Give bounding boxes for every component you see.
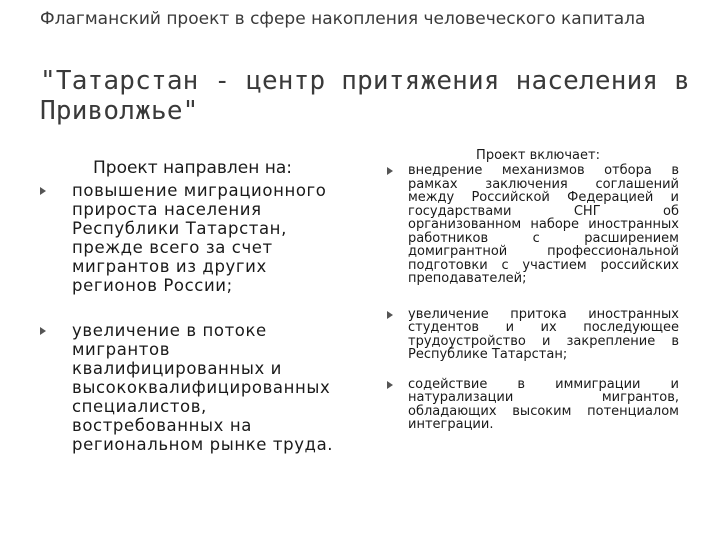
list-item-text: повышение миграционного прироста населения Республики Татарстан, прежде всего за счет мигрантов из других регионов России; [72,181,327,295]
slide-subtitle: Флагманский проект в сфере накопления человеческого капитала [40,9,646,29]
list-item [387,308,679,362]
left-bullet-list [40,181,350,454]
list-item-text: увеличение притока иностранных студентов и их последующее трудоустройство и закрепление в Республике Татарстан; [408,306,679,362]
triangle-bullet-icon [40,187,46,195]
triangle-bullet-icon [40,327,46,335]
list-item-text: увеличение в потоке мигрантов квалифицированных и высококвалифицированных специалистов, востребованных на региональном рынке труда. [72,321,334,454]
triangle-bullet-icon [387,167,393,175]
left-column [40,158,350,454]
triangle-bullet-icon [387,381,393,389]
list-item [40,321,350,454]
list-item [40,181,350,295]
list-item [387,378,679,432]
list-item-text: содействие в иммиграции и натурализации мигрантов, обладающих высоким потенциалом интеграции. [408,376,679,432]
list-item-text: внедрение механизмов отбора в рамках заключения соглашений между Российской Федерацией и государствами СНГ об организованном наборе иностранных работников с расширением домигрантной профессиональной подготовки с участием российских преподавателей; [408,163,679,286]
triangle-bullet-icon [387,311,393,319]
slide-title: "Татарстан - центр притяжения населения в Приволжье" [40,66,690,126]
list-item [387,164,679,286]
right-column [387,148,679,432]
right-column-heading: Проект включает: [476,148,600,163]
left-column-heading: Проект направлен на: [93,158,292,178]
right-bullet-list [387,164,679,432]
